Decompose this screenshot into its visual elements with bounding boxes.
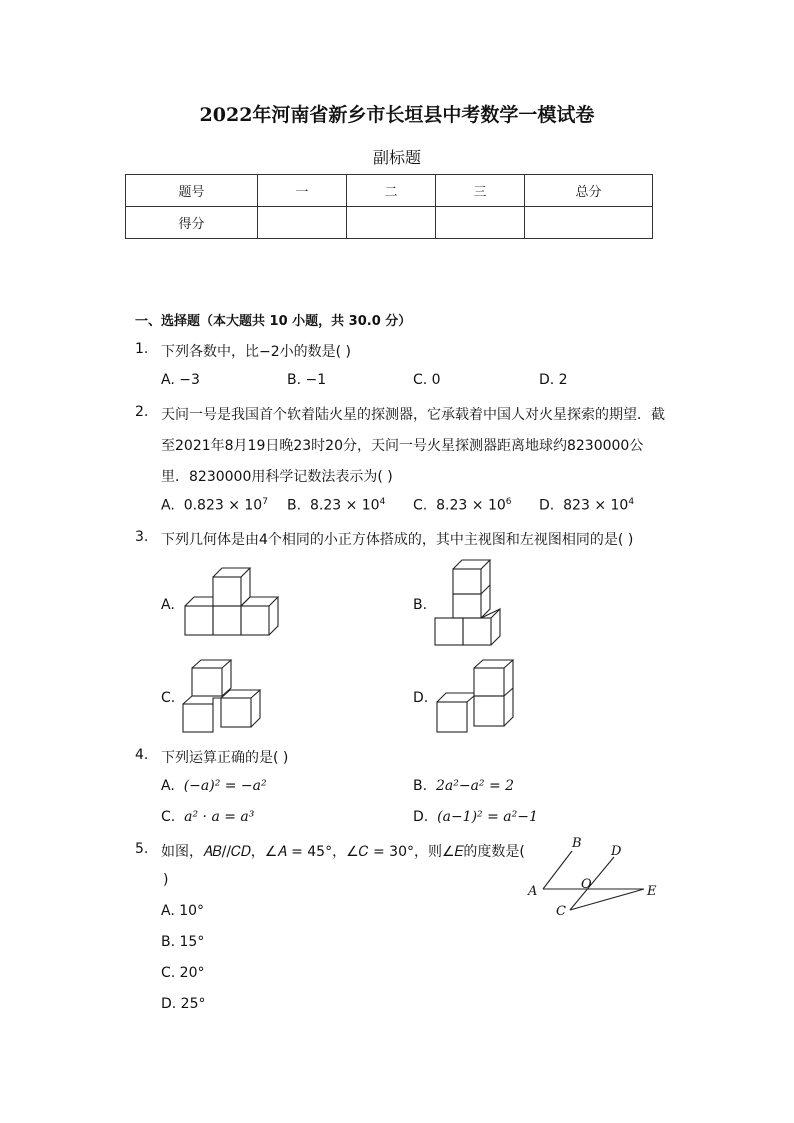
question-number: 2. (135, 404, 149, 420)
option-base: 8.23 × 10 (436, 497, 506, 514)
point-label-d: D (611, 844, 622, 859)
question-number: 1. (135, 341, 149, 357)
question-stem-line: 天问一号是我国首个软着陆火星的探测器，它承载着中国人对火星探索的期望．截 (161, 407, 665, 423)
point-label-c: C (556, 904, 566, 919)
header-cell-part-3: 三 (436, 175, 525, 207)
question-number: 5. (135, 841, 149, 857)
point-label-a: A (528, 884, 538, 899)
option-label: C. (413, 497, 428, 514)
exam-title: 2022年河南省新乡市长垣县中考数学一模试卷 (199, 104, 595, 126)
question-stem: 下列几何体是由4个相同的小正方体搭成的，其中主视图和左视图相同的是( ) (161, 532, 634, 548)
point-label-o: O (581, 877, 592, 892)
option-b: B. −1 (287, 372, 327, 388)
option-c-label: C. (161, 690, 176, 706)
segment-ce (570, 889, 644, 910)
question-stem: 下列各数中，比−2小的数是( ) (161, 344, 352, 360)
point-label-b: B (572, 836, 582, 851)
option-b: B. 15° (161, 934, 205, 950)
option-exponent: 7 (262, 497, 268, 507)
option-exponent: 4 (379, 497, 386, 507)
option-a-label: A. (161, 597, 175, 613)
option-expr: 𝑎² · 𝑎 = 𝑎³ (184, 809, 255, 825)
question-stem-line: 至2021年8月19日晚23时20分，天问一号火星探测器距离地球约8230000公 (161, 438, 644, 454)
option-b-label: B. (413, 597, 428, 613)
header-cell-part-2: 二 (347, 175, 436, 207)
option-a: A. 10° (161, 903, 205, 919)
option-d-label: D. (413, 690, 429, 706)
header-cell-part-1: 一 (258, 175, 347, 207)
header-cell-question-no: 题号 (126, 175, 258, 207)
question-stem-line: ) (163, 872, 169, 888)
option-c: C. 0 (413, 372, 441, 388)
option-expr: (𝑎−1)² = 𝑎²−1 (437, 809, 538, 825)
option-exponent: 6 (505, 497, 512, 507)
header-cell-total: 总分 (525, 175, 653, 207)
option-label: D. (539, 497, 555, 514)
option-d: D. 25° (161, 996, 206, 1012)
option-label: A. (161, 497, 175, 514)
option-label: B. (413, 778, 428, 794)
option-label: C. (161, 809, 176, 825)
option-exponent: 4 (628, 497, 635, 507)
option-label: B. (287, 497, 302, 514)
exam-subtitle: 副标题 (372, 148, 421, 167)
section-heading: 一、选择题（本大题共 10 小题，共 30.0 分） (135, 314, 412, 329)
option-expr: (−𝑎)² = −𝑎² (183, 778, 267, 794)
option-label: A. (161, 778, 175, 794)
option-base: 8.23 × 10 (309, 497, 380, 514)
score-row-label: 得分 (126, 207, 258, 239)
option-c: C. 20° (161, 965, 205, 981)
question-number: 3. (135, 529, 149, 545)
question-stem-line: 如图，𝐴𝐵//𝐶𝐷，∠𝐴 = 45°，∠𝐶 = 30°，则∠𝐸的度数是( (161, 844, 525, 860)
option-expr: 2𝑎²−𝑎² = 2 (435, 778, 515, 794)
option-base: 0.823 × 10 (183, 497, 263, 514)
segment-ab (543, 851, 572, 889)
question-stem-line: 里．8230000用科学记数法表示为( ) (161, 469, 393, 485)
option-base: 823 × 10 (563, 497, 629, 514)
segment-cd (570, 857, 614, 910)
option-label: D. (413, 809, 429, 825)
question-number: 4. (135, 747, 149, 763)
option-d: D. 2 (539, 372, 568, 388)
point-label-e: E (647, 884, 657, 899)
option-a: A. −3 (161, 372, 200, 388)
question-stem: 下列运算正确的是( ) (161, 750, 289, 766)
